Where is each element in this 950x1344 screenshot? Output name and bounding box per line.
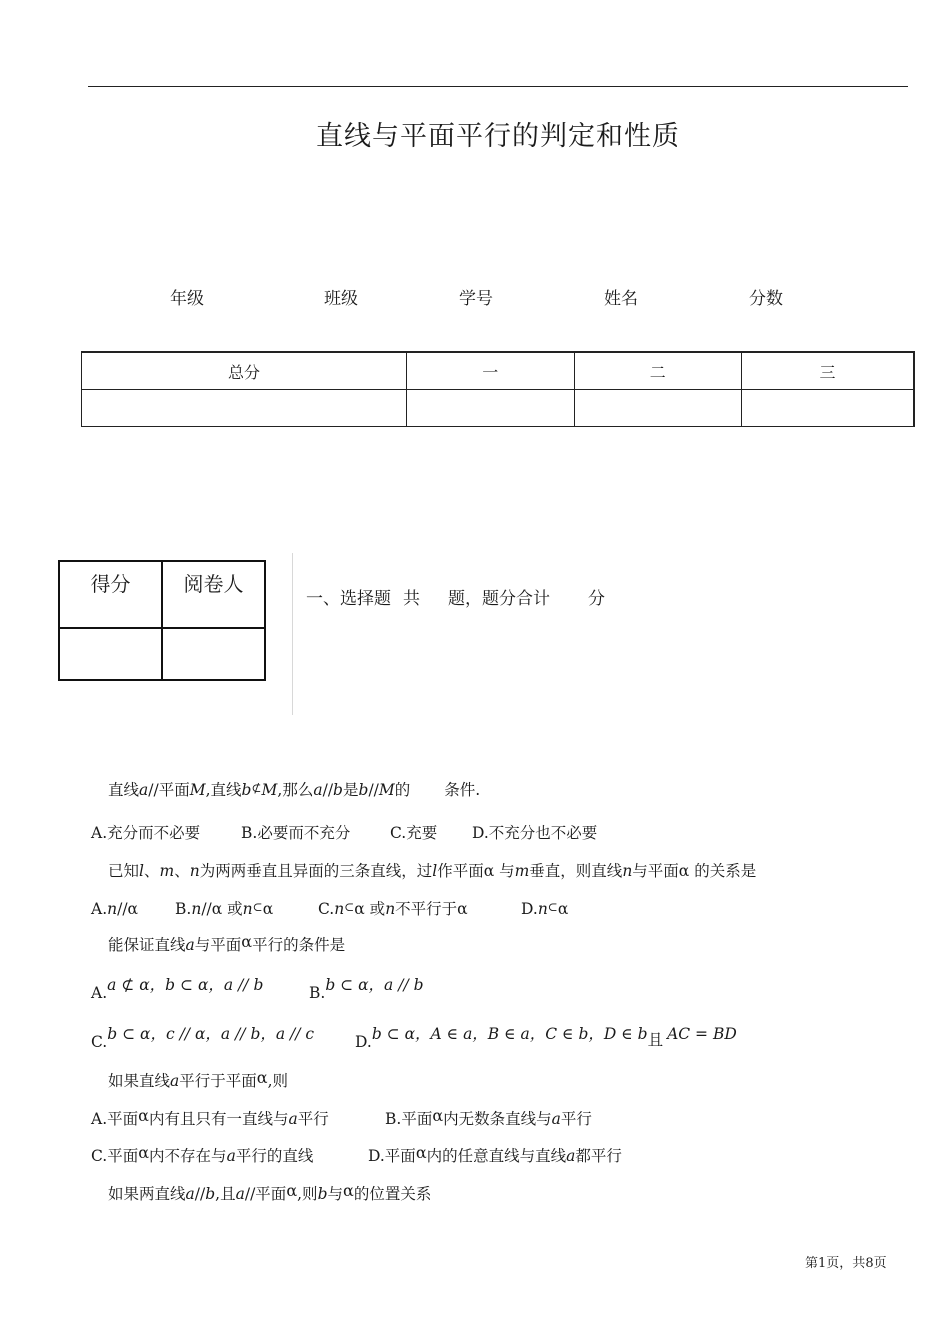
score-table [81,351,915,427]
not-subset-symbol: ⊄ [251,781,262,795]
question-2: 已知l、m、n为两两垂直且异面的三条直线，过l作平面α 与m垂直，则直线n与平面α 的关系是 [108,862,757,880]
score-header-total: 总分 [82,352,407,390]
top-rule [88,86,908,87]
info-class: 班级 [324,289,358,309]
question-3-option-d[interactable]: D.b ⊂ α，A ∈ a，B ∈ a，C ∈ b，D ∈ b且 AC = BD [355,1025,737,1051]
grader-score-label: 得分 [59,561,162,628]
grader-box [58,560,266,681]
info-name: 姓名 [604,289,638,309]
section-divider [292,553,293,715]
score-cell-3[interactable] [742,390,914,427]
score-header-2: 二 [574,352,742,390]
score-header-1: 一 [407,352,575,390]
score-cell-2[interactable] [574,390,742,427]
score-table-header-row [82,352,915,390]
score-header-3: 三 [742,352,914,390]
score-cell-1[interactable] [407,390,575,427]
page-footer: 第1页，共8页 [805,1256,887,1271]
page-title: 直线与平面平行的判定和性质 [316,121,680,152]
question-4: 如果直线a平行于平面$^\alpha$,则 [108,1068,289,1090]
question-1-option-b[interactable]: B.必要而不充分 [241,824,351,842]
question-3-option-b[interactable]: B.b ⊂ α，a // b [309,976,424,1002]
question-2-option-a[interactable]: A.n//α [91,900,139,918]
question-4-option-c[interactable]: C.平面$^\alpha$内不存在与a平行的直线 [91,1143,314,1165]
info-student-number: 学号 [459,289,493,309]
section-heading: 一、选择题 共 题，题分合计 分 [306,589,605,609]
question-2-option-c[interactable]: C.n⊂α 或n不平行于α [318,900,468,918]
question-2-option-d[interactable]: D.n⊂α [521,900,569,918]
question-2-option-b[interactable]: B.n//α 或n⊂α [175,900,274,918]
grader-score-cell[interactable] [59,628,162,680]
grader-name-cell[interactable] [162,628,265,680]
score-table-value-row [82,390,915,427]
question-1-option-c[interactable]: C.充要 [390,824,438,842]
question-1-option-a[interactable]: A.充分而不必要 [91,824,201,842]
question-1-option-d[interactable]: D.不充分也不必要 [472,824,598,842]
question-5: 如果两直线a//b,且a//平面$^\alpha$,则b与$^\alpha$的位置关系 [108,1181,432,1203]
question-1: 直线a//平面M,直线b⊄M,那么a//b是b//M的 条件. [108,781,481,799]
question-4-option-b[interactable]: B.平面$^\alpha$内无数条直线与a平行 [385,1106,592,1128]
question-3: 能保证直线a与平面$^\alpha$平行的条件是 [108,932,346,954]
question-3-option-a[interactable]: A.a ⊄ α，b ⊂ α，a // b [91,976,264,1002]
info-score: 分数 [749,289,783,309]
question-3-option-c[interactable]: C.b ⊂ α，c // α，a // b，a // c [91,1025,315,1051]
grader-name-label: 阅卷人 [162,561,265,628]
info-grade: 年级 [170,289,204,309]
score-cell-total[interactable] [82,390,407,427]
question-4-option-a[interactable]: A.平面$^\alpha$内有且只有一直线与a平行 [91,1106,329,1128]
question-4-option-d[interactable]: D.平面$^\alpha$内的任意直线与直线a都平行 [368,1143,622,1165]
page-number: 1 [818,1256,827,1271]
page-total: 8 [865,1256,874,1271]
